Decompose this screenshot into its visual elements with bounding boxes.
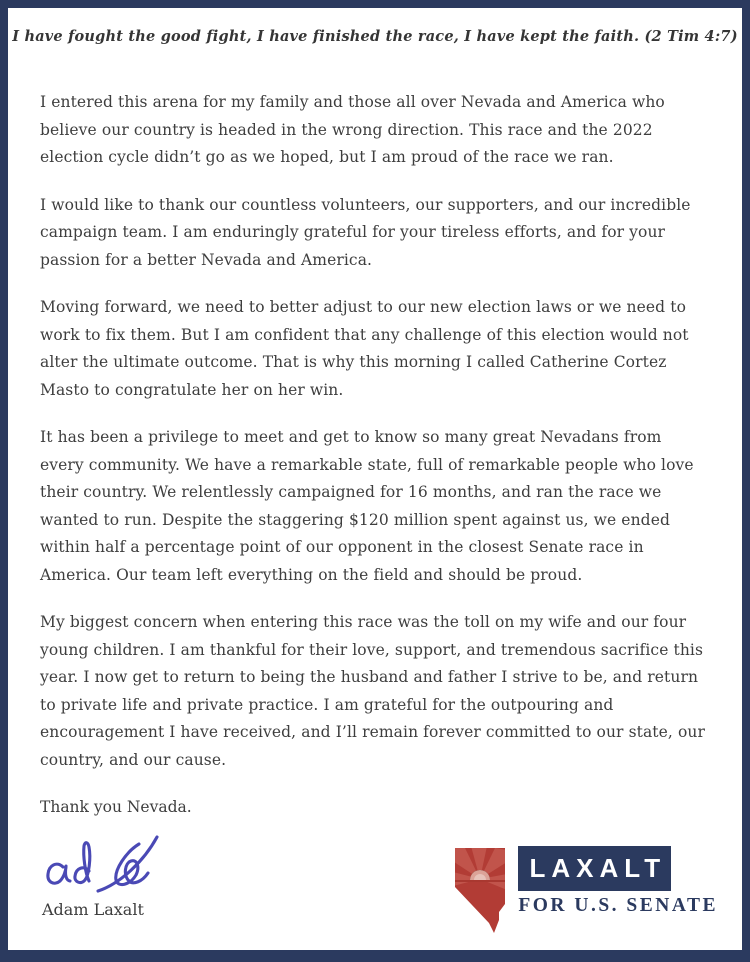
letter-paragraph: I entered this arena for my family and those all over Nevada and America who believe our country is headed in the wrong direction. This race and the 2022 election cycle didn’t go as we hoped, but I am proud of the race we ran. bbox=[40, 93, 665, 166]
letter-body bbox=[8, 89, 742, 919]
letter-paragraph: My biggest concern when entering this race was the toll on my wife and our four young children. I am thankful for their love, support, and tremendous sacrifice this year. I now get to return to being the husband and father I strive to be, and return to private life and private practice. I am grateful for the outpouring and encouragement I have received, and I’ll remain forever committed to our state, our country, and our cause. bbox=[40, 613, 705, 769]
scripture-quote: I have fought the good fight, I have finished the race, I have kept the faith. (2 Tim 4:7) bbox=[12, 28, 738, 45]
logo-tagline: FOR U.S. SENATE bbox=[518, 895, 718, 916]
campaign-logo bbox=[453, 846, 718, 936]
nevada-state-icon bbox=[453, 846, 507, 936]
letter-paragraph: Moving forward, we need to better adjust to our new election laws or we need to work to fix them. But I am confident that any challenge of this election would not alter the ultimate outcome. That is why this morning I called Catherine Cortez Masto to congratulate her on her win. bbox=[40, 298, 689, 399]
letter-paragraph: It has been a privilege to meet and get to know so many great Nevadans from every community. We have a remarkable state, full of remarkable people who love their country. We relentlessly campaigned for 16 months, and ran the race we wanted to run. Despite the staggering $120 million spent against us, we ended within half a percentage point of our opponent in the closest Senate race in America. Our team left everything on the field and should be proud. bbox=[40, 428, 694, 584]
logo-wordmark: LAXALT bbox=[529, 853, 667, 883]
handwritten-signature-icon bbox=[42, 830, 182, 894]
signer-name: Adam Laxalt bbox=[42, 899, 144, 919]
letter-paragraph: I would like to thank our countless volunteers, our supporters, and our incredible campaign team. I am enduringly grateful for your tireless efforts, and for your passion for a better Nevada and America. bbox=[40, 195, 691, 269]
closing-text: Thank you Nevada. bbox=[40, 798, 192, 816]
logo-wordmark-box bbox=[518, 846, 671, 891]
letter-page bbox=[8, 8, 742, 950]
logo-text-block bbox=[518, 846, 718, 917]
